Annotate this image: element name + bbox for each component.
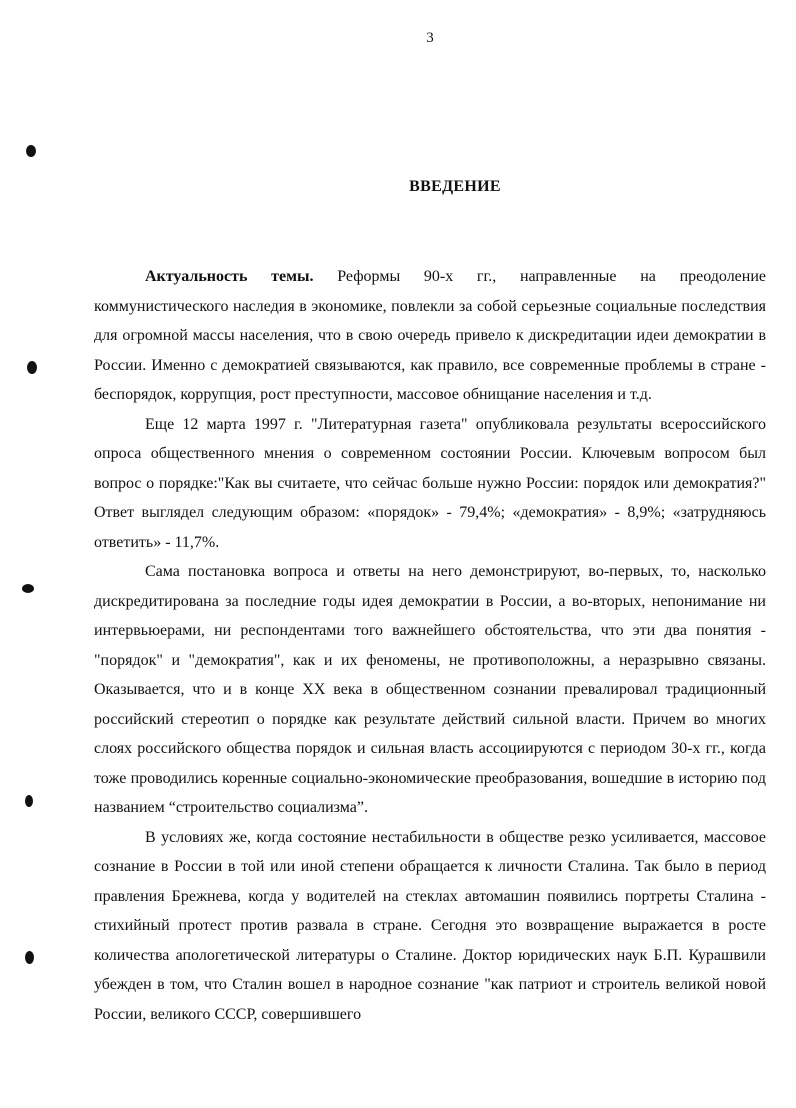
- paragraph-text: Сама постановка вопроса и ответы на него демонстрируют, во-первых, то, насколько дискредитирована за последние годы идея демократии в России, а во-вторых, непонимание ни интервьюерами, ни респондентами того важнейшего обстоятельства, что эти два понятия - "порядок" и "демократия", как и их феномены, не противоположны, а неразрывно связаны. Оказывается, что и в конце XX века в общественном сознании превалировал традиционный российский стереотип о порядке как результате действий сильной власти. Причем во многих слоях российского общества порядок и сильная власть ассоциируются с периодом 30-х гг., когда тоже проводились коренные социально-экономические преобразования, вошедшие в историю под названием “строительство социализма”.: [94, 563, 766, 816]
- paragraph-text: В условиях же, когда состояние нестабильности в обществе резко усиливается, массовое сознание в России в той или иной степени обращается к личности Сталина. Так было в период правления Брежнева, когда у водителей на стеклах автомашин появились портреты Сталина - стихийный протест против развала в стране. Сегодня это возвращение выражается в росте количества апологетической литературы о Сталине. Доктор юридических наук Б.П. Курашвили убежден в том, что Сталин вошел в народное сознание "как патриот и строитель великой новой России, великого СССР, совершившего: [94, 828, 766, 1023]
- paragraph-analysis: [94, 557, 766, 823]
- document-body: [94, 262, 766, 1029]
- page-heading: ВВЕДЕНИЕ: [409, 178, 501, 195]
- scan-hole-mark: [22, 584, 34, 593]
- paragraph-lead: Актуальность темы.: [145, 268, 314, 285]
- scan-hole-mark: [25, 951, 34, 964]
- scan-hole-mark: [25, 795, 33, 807]
- paragraph-text: Реформы 90-х гг., направленные на преодоление коммунистического наследия в экономике, повлекли за собой серьезные социальные последствия для огромной массы населения, что в свою очередь привело к дискредитации идеи демократии в России. Именно с демократией связываются, как правило, все современные проблемы в стране - беспорядок, коррупция, рост преступности, массовое обнищание населения и т.д.: [94, 268, 767, 403]
- page-number: 3: [426, 30, 434, 46]
- scan-hole-mark: [26, 145, 36, 157]
- paragraph-survey: [94, 410, 766, 558]
- paragraph-stalin: [94, 823, 766, 1030]
- scan-hole-mark: [27, 361, 37, 374]
- paragraph-relevance: [94, 262, 766, 410]
- paragraph-text: Еще 12 марта 1997 г. "Литературная газета" опубликовала результаты всероссийского опроса общественного мнения о современном состоянии России. Ключевым вопросом был вопрос о порядке:"Как вы считаете, что сейчас больше нужно России: порядок или демократия?" Ответ выглядел следующим образом: «порядок» - 79,4%; «демократия» - 8,9%; «затрудняюсь ответить» - 11,7%.: [94, 415, 766, 551]
